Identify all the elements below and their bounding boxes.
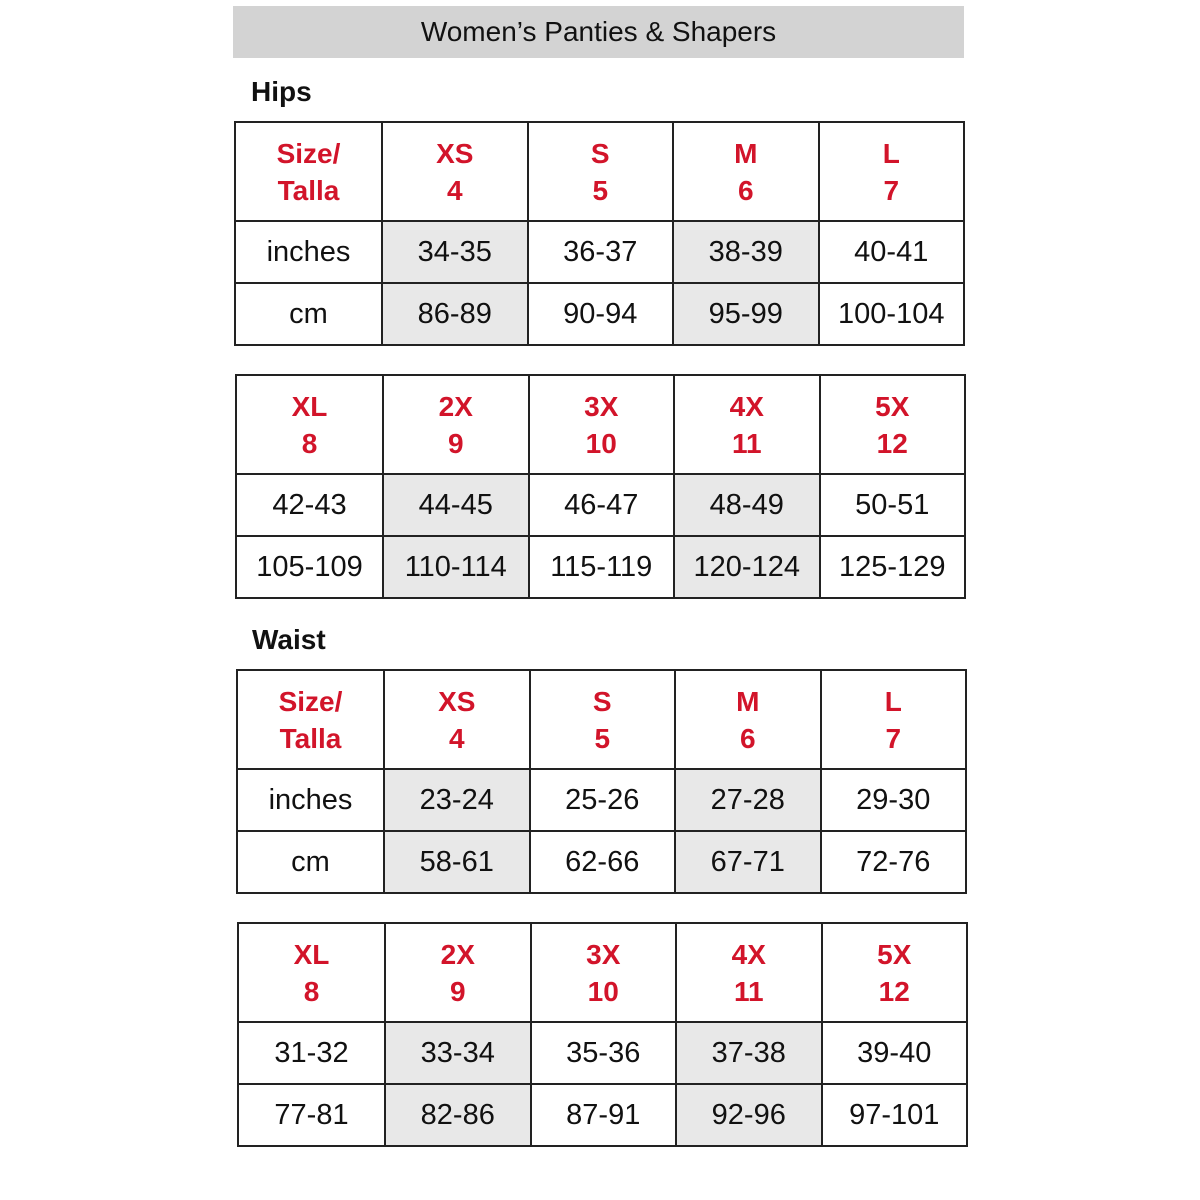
size-header-row xyxy=(236,375,965,474)
section-title-hips: Hips xyxy=(251,76,312,107)
measurement-cell: 100-104 xyxy=(819,283,965,345)
measurement-cell: 97-101 xyxy=(822,1084,968,1146)
measurement-cell: 125-129 xyxy=(820,536,966,598)
size-header-row xyxy=(237,670,966,769)
size-header-cell xyxy=(235,122,382,221)
size-label: 4X xyxy=(731,938,766,970)
size-label: M xyxy=(734,137,758,169)
size-header-cell xyxy=(819,122,965,221)
table-row xyxy=(235,283,964,345)
measurement-cell: 50-51 xyxy=(820,474,966,536)
size-label: M xyxy=(736,685,760,717)
measurement-cell: 48-49 xyxy=(674,474,820,536)
measurement-cell: 35-36 xyxy=(531,1022,677,1084)
size-label: L xyxy=(884,685,902,717)
measurement-cell: 62-66 xyxy=(530,831,676,893)
size-header-cell xyxy=(385,923,531,1022)
size-label: XL xyxy=(291,390,328,422)
size-label: 2X xyxy=(440,938,475,970)
size-header-row xyxy=(235,122,964,221)
size-number: 9 xyxy=(449,975,466,1007)
measurement-cell: 36-37 xyxy=(528,221,674,283)
size-label: XL xyxy=(293,938,330,970)
size-header-cell xyxy=(821,670,967,769)
size-header-cell xyxy=(675,670,821,769)
size-number: 9 xyxy=(447,427,464,459)
size-label: S xyxy=(592,685,612,717)
size-label: 5X xyxy=(875,390,910,422)
measurement-cell: 42-43 xyxy=(236,474,383,536)
size-number: 6 xyxy=(739,722,756,754)
measurement-cell: 46-47 xyxy=(529,474,675,536)
measurement-cell: 86-89 xyxy=(382,283,528,345)
size-header-cell xyxy=(820,375,966,474)
size-header-row xyxy=(238,923,967,1022)
size-header-cell xyxy=(237,670,384,769)
size-label: 2X xyxy=(438,390,473,422)
size-header-cell xyxy=(236,375,383,474)
measurement-cell: 77-81 xyxy=(238,1084,385,1146)
measurement-cell: 39-40 xyxy=(822,1022,968,1084)
measurement-cell: 27-28 xyxy=(675,769,821,831)
size-number: 7 xyxy=(883,174,900,206)
size-number: 10 xyxy=(587,975,619,1007)
measurement-cell: 38-39 xyxy=(673,221,819,283)
size-number: 4 xyxy=(448,722,465,754)
size-label: Size/ xyxy=(278,685,343,717)
measurement-cell: 40-41 xyxy=(819,221,965,283)
measurement-cell: 33-34 xyxy=(385,1022,531,1084)
size-number: 8 xyxy=(303,975,320,1007)
size-label: L xyxy=(882,137,900,169)
waist-table-1 xyxy=(236,669,967,894)
hips-table-1 xyxy=(234,121,965,346)
measurement-cell: 105-109 xyxy=(236,536,383,598)
size-label: Size/ xyxy=(276,137,341,169)
size-label: 3X xyxy=(584,390,619,422)
measurement-cell: cm xyxy=(237,831,384,893)
table-row xyxy=(235,221,964,283)
size-label: XS xyxy=(438,685,476,717)
size-number: Talla xyxy=(279,722,342,754)
table-row xyxy=(236,474,965,536)
size-header-cell xyxy=(822,923,968,1022)
measurement-cell: 87-91 xyxy=(531,1084,677,1146)
measurement-cell: inches xyxy=(237,769,384,831)
table-row xyxy=(238,1084,967,1146)
measurement-cell: inches xyxy=(235,221,382,283)
size-number: 6 xyxy=(737,174,754,206)
table-row xyxy=(236,536,965,598)
size-number: 4 xyxy=(446,174,463,206)
size-label: XS xyxy=(436,137,474,169)
size-number: 7 xyxy=(885,722,902,754)
size-number: 5 xyxy=(594,722,611,754)
size-header-cell xyxy=(384,670,530,769)
measurement-cell: 34-35 xyxy=(382,221,528,283)
measurement-cell: 44-45 xyxy=(383,474,529,536)
measurement-cell: 23-24 xyxy=(384,769,530,831)
size-header-cell xyxy=(528,122,674,221)
size-header-cell xyxy=(674,375,820,474)
size-label: 4X xyxy=(729,390,764,422)
measurement-cell: 95-99 xyxy=(673,283,819,345)
size-header-cell xyxy=(676,923,822,1022)
measurement-cell: 37-38 xyxy=(676,1022,822,1084)
hips-table-2 xyxy=(235,374,966,599)
measurement-cell: 29-30 xyxy=(821,769,967,831)
size-number: 11 xyxy=(733,975,764,1007)
size-number: 12 xyxy=(876,427,908,459)
size-header-cell xyxy=(530,670,676,769)
chart-title: Women’s Panties & Shapers xyxy=(233,6,964,58)
size-header-cell xyxy=(531,923,677,1022)
measurement-cell: 31-32 xyxy=(238,1022,385,1084)
section-title-waist: Waist xyxy=(252,624,326,655)
size-label: 5X xyxy=(877,938,912,970)
measurement-cell: 58-61 xyxy=(384,831,530,893)
measurement-cell: 115-119 xyxy=(529,536,675,598)
size-label: S xyxy=(590,137,610,169)
size-header-cell xyxy=(529,375,675,474)
size-header-cell xyxy=(382,122,528,221)
measurement-cell: cm xyxy=(235,283,382,345)
size-label: 3X xyxy=(586,938,621,970)
table-row xyxy=(238,1022,967,1084)
size-header-cell xyxy=(383,375,529,474)
measurement-cell: 67-71 xyxy=(675,831,821,893)
size-number: 12 xyxy=(878,975,910,1007)
measurement-cell: 72-76 xyxy=(821,831,967,893)
size-number: 11 xyxy=(731,427,762,459)
size-number: Talla xyxy=(277,174,340,206)
size-header-cell xyxy=(238,923,385,1022)
measurement-cell: 82-86 xyxy=(385,1084,531,1146)
size-number: 8 xyxy=(301,427,318,459)
measurement-cell: 25-26 xyxy=(530,769,676,831)
size-header-cell xyxy=(673,122,819,221)
size-number: 10 xyxy=(585,427,617,459)
measurement-cell: 92-96 xyxy=(676,1084,822,1146)
size-number: 5 xyxy=(592,174,609,206)
measurement-cell: 120-124 xyxy=(674,536,820,598)
table-row xyxy=(237,831,966,893)
measurement-cell: 110-114 xyxy=(383,536,529,598)
waist-table-2 xyxy=(237,922,968,1147)
table-row xyxy=(237,769,966,831)
measurement-cell: 90-94 xyxy=(528,283,674,345)
